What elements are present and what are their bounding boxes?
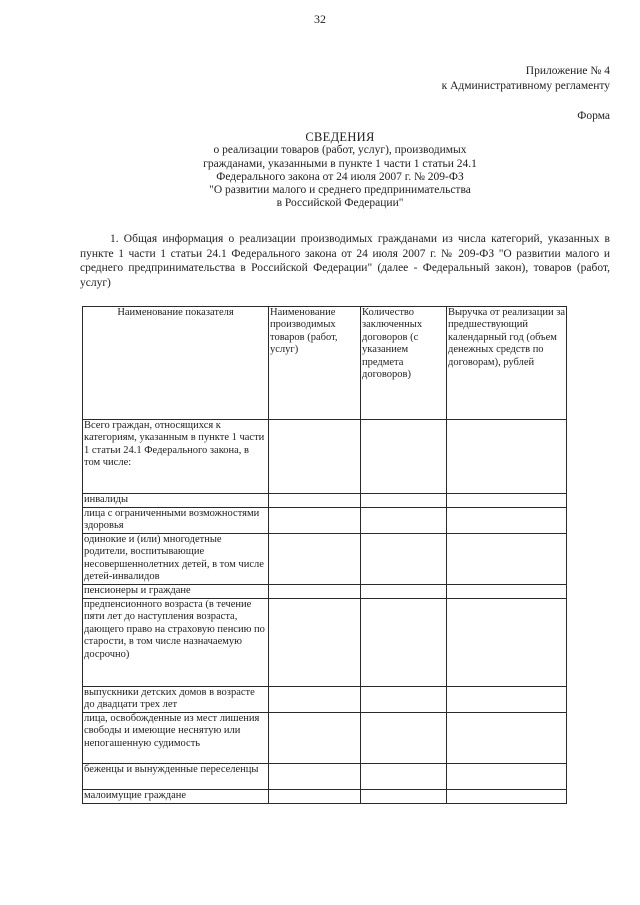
table-cell [447,494,567,508]
row-label: Всего граждан, относящихся к категориям, указанным в пункте 1 части 1 статьи 24.1 Федерального закона, в том числе: [83,420,269,494]
table-row [83,713,567,764]
table-cell [447,585,567,599]
table-cell [269,534,361,585]
appendix-regulation: к Административному регламенту [441,80,610,92]
table-cell [447,534,567,585]
table-cell [361,534,447,585]
title-line-1: о реализации товаров (работ, услуг), производимых [213,144,467,157]
title-line-5: в Российской Федерации" [276,197,404,210]
table-cell [269,687,361,713]
table-row [83,508,567,534]
table-row [83,764,567,790]
intro-paragraph: 1. Общая информация о реализации производимых гражданами из числа категорий, указанных в пункте 1 части 1 статьи 24.1 Федерального закона от 24 июля 2007 г. № 209-ФЗ "О развитии малого и среднего предпринимательства в Российской Федерации" (далее - Федеральный закон), товаров (работ, услуг) [80,233,610,289]
table-cell [361,508,447,534]
title-line-2: гражданами, указанными в пункте 1 части 1 статьи 24.1 [203,157,477,170]
table-cell [361,687,447,713]
table-cell [269,585,361,599]
table-row [83,494,567,508]
table-cell [447,508,567,534]
table-cell [447,764,567,790]
row-label: одинокие и (или) многодетные родители, воспитывающие несовершеннолетних детей, в том числе детей-инвалидов [83,534,269,585]
table-cell [361,494,447,508]
page-number: 32 [314,12,326,26]
table-cell [447,687,567,713]
appendix-number: Приложение № 4 [525,65,610,77]
table-row [83,687,567,713]
header-contracts-count: Количество заключенных договоров (с указанием предмета договоров) [361,307,447,420]
row-label: лица с ограниченными возможностями здоровья [83,508,269,534]
table-row [83,790,567,804]
form-label: Форма [577,110,610,122]
table-cell [361,585,447,599]
table-cell [269,790,361,804]
table-cell [447,713,567,764]
table-cell [269,599,361,687]
table-cell [361,790,447,804]
table-cell [269,764,361,790]
table-row [83,420,567,494]
table-row [83,534,567,585]
table-row [83,599,567,687]
table-header-row [83,307,567,420]
row-label: беженцы и вынужденные переселенцы [83,764,269,790]
table-cell [269,508,361,534]
info-table [82,306,567,804]
header-indicator-name: Наименование показателя [83,307,269,420]
row-label: выпускники детских домов в возрасте до двадцати трех лет [83,687,269,713]
row-label: предпенсионного возраста (в течение пяти лет до наступления возраста, дающего право на страховую пенсию по старости, в том числе назначаемую досрочно) [83,599,269,687]
row-label: инвалиды [83,494,269,508]
table-cell [447,599,567,687]
table-cell [361,713,447,764]
table-row [83,585,567,599]
title-main: СВЕДЕНИЯ [305,130,375,144]
header-revenue: Выручка от реализации за предшествующий календарный год (объем денежных средств по договорам), рублей [447,307,567,420]
table-cell [269,420,361,494]
table-cell [269,494,361,508]
table-cell [361,420,447,494]
row-label: пенсионеры и граждане [83,585,269,599]
row-label: малоимущие граждане [83,790,269,804]
title-line-4: "О развитии малого и среднего предпринимательства [209,184,471,197]
row-label: лица, освобожденные из мест лишения свободы и имеющие неснятую или непогашенную судимость [83,713,269,764]
table-cell [269,713,361,764]
appendix-reference [442,64,610,94]
table-cell [447,790,567,804]
table-cell [361,599,447,687]
title-line-3: Федерального закона от 24 июля 2007 г. № 209-ФЗ [216,170,464,183]
document-title [150,131,530,211]
header-goods-name: Наименование производимых товаров (работ, услуг) [269,307,361,420]
table-cell [361,764,447,790]
table-cell [447,420,567,494]
